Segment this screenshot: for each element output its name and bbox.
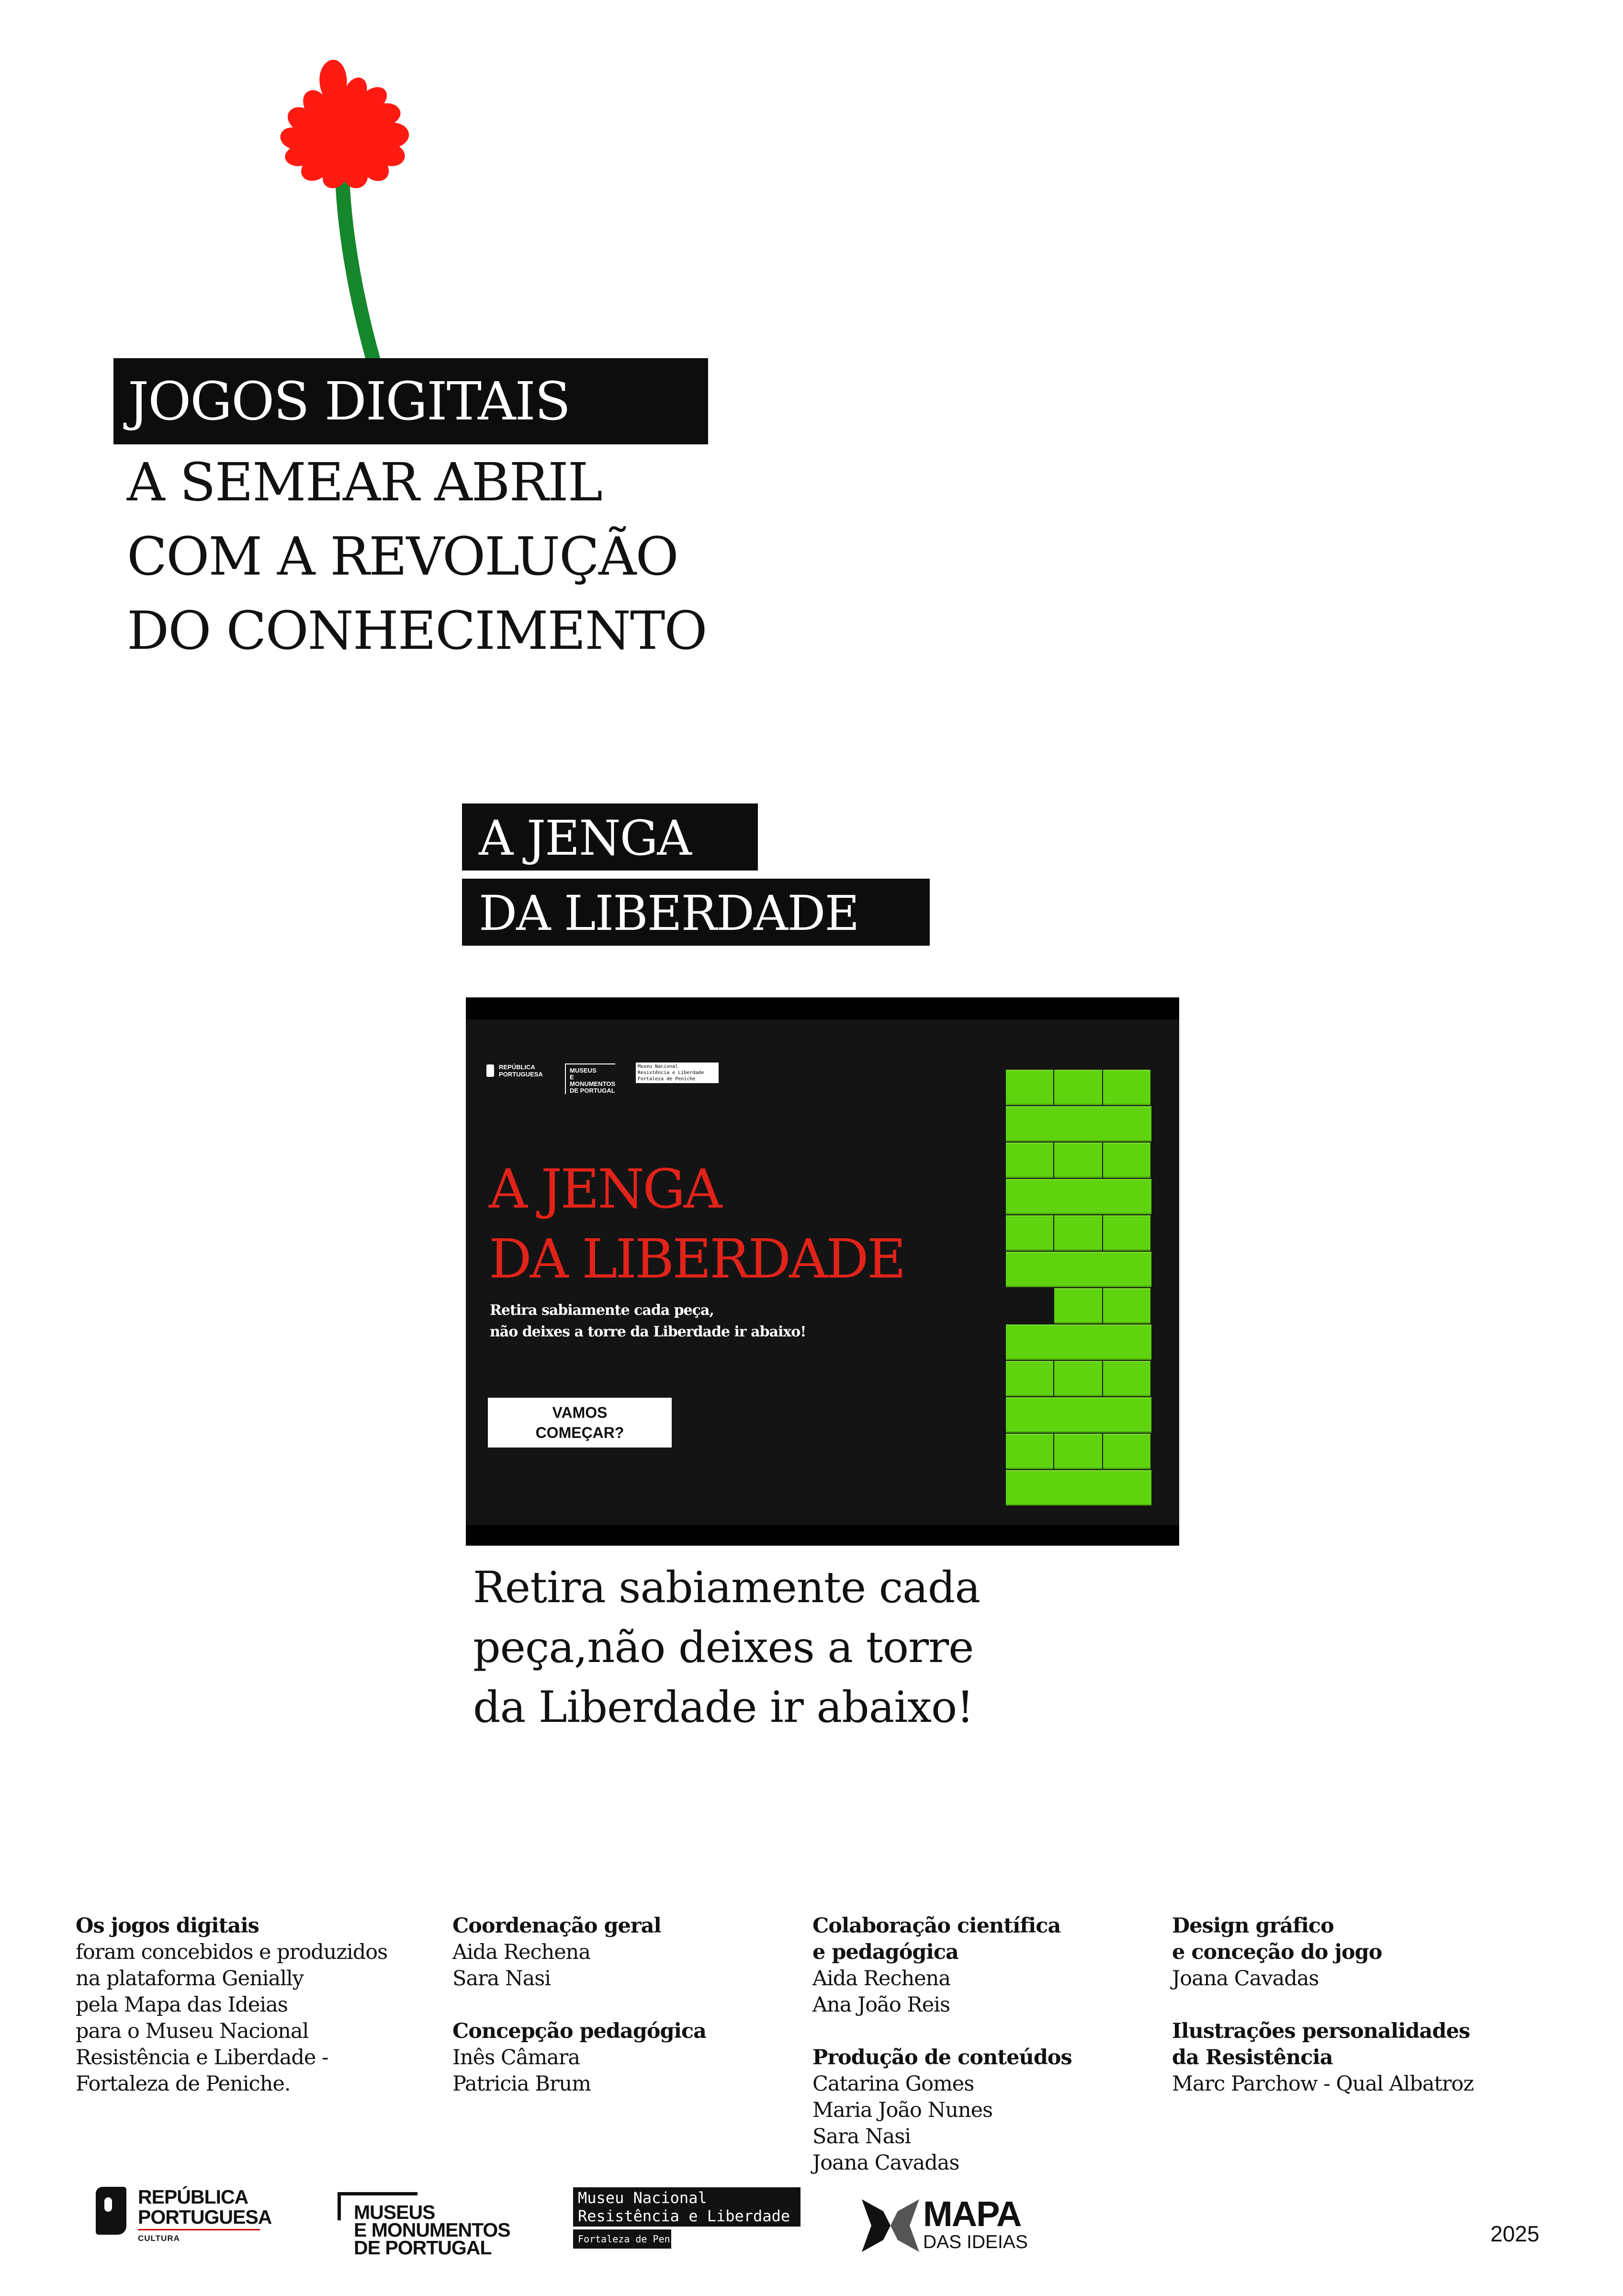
start-game-button[interactable] — [488, 1398, 672, 1448]
credits-line: Joana Cavadas — [812, 2151, 959, 2175]
start-button-label: COMEÇAR? — [535, 1424, 624, 1441]
jenga-brick[interactable] — [1103, 1288, 1150, 1323]
header-tag — [113, 358, 708, 444]
credits-column — [1172, 1913, 1474, 2097]
credits-line: Maria João Nunes — [812, 2098, 993, 2122]
logo-text: Resistência e Liberdade — [578, 2207, 790, 2225]
credits-line: Catarina Gomes — [812, 2072, 974, 2096]
credits-heading: Os jogos digitais — [76, 1914, 259, 1938]
jenga-brick[interactable] — [1054, 1142, 1102, 1178]
jenga-brick[interactable] — [1054, 1361, 1102, 1396]
game-screen-title — [489, 1154, 904, 1294]
game-title-tag-line: DA LIBERDADE — [479, 885, 859, 941]
logo-text: E MONUMENTOS — [570, 1074, 616, 1087]
game-screen — [466, 1019, 1179, 1525]
caption-line: peça,não deixes a torre — [473, 1622, 974, 1673]
logo-text: REPÚBLICA — [499, 1063, 535, 1071]
republica-logo-text — [138, 2187, 271, 2227]
credits-heading: Colaboração científica — [812, 1914, 1061, 1938]
logo-text: PORTUGUESA — [138, 2206, 272, 2228]
jenga-brick[interactable] — [1006, 1397, 1151, 1433]
jenga-brick[interactable] — [1006, 1324, 1151, 1360]
credits-line: Joana Cavadas — [1172, 1967, 1319, 1991]
credits-line: Resistência e Liberdade - — [76, 2046, 328, 2070]
jenga-brick[interactable] — [1006, 1215, 1053, 1251]
jenga-brick[interactable] — [1006, 1106, 1151, 1142]
logo-text: Museu Nacional — [638, 1064, 678, 1069]
credits-column — [452, 1913, 706, 2097]
jenga-brick[interactable] — [1103, 1142, 1150, 1178]
credits-heading: Produção de conteúdos — [812, 2046, 1072, 2070]
museu-nacional-logo-sub: Fortaleza de Peniche — [573, 2229, 671, 2249]
credits-heading: Ilustrações personalidades — [1172, 2019, 1470, 2043]
credits-line: Sara Nasi — [812, 2125, 911, 2149]
jenga-brick[interactable] — [1006, 1252, 1151, 1287]
logo-text: MUSEUS — [354, 2201, 435, 2223]
republica-logo-sub: CULTURA — [138, 2234, 180, 2243]
jenga-brick[interactable] — [1103, 1361, 1150, 1396]
jenga-brick[interactable] — [1054, 1070, 1102, 1105]
credits-line: Aida Rechena — [452, 1940, 591, 1964]
museu-nacional-logo-text — [573, 2187, 800, 2227]
logo-text: Resistência e Liberdade — [638, 1070, 704, 1075]
screen-logo-museus — [565, 1063, 615, 1094]
jenga-brick[interactable] — [1006, 1434, 1053, 1469]
game-title-tag-line: A JENGA — [479, 810, 691, 866]
credits-line: Sara Nasi — [452, 1967, 551, 1991]
caption-line: Retira sabiamente cada — [473, 1562, 981, 1613]
credits-line: para o Museu Nacional — [76, 2019, 309, 2043]
credits-line: na plataforma Genially — [76, 1967, 304, 1991]
jenga-brick[interactable] — [1054, 1215, 1102, 1251]
logo-text: E MONUMENTOS — [354, 2219, 510, 2241]
credits-line: Patricia Brum — [452, 2072, 591, 2096]
game-title-tag — [462, 879, 930, 946]
game-caption — [473, 1558, 980, 1737]
year: 2025 — [1490, 2221, 1540, 2246]
mapa-das-ideias-logo — [862, 2194, 1053, 2257]
museu-nacional-logo — [573, 2187, 800, 2250]
logo-text: MUSEUS — [570, 1067, 597, 1074]
credits-heading: e pedagógica — [812, 1940, 958, 1964]
credits-line: foram concebidos e produzidos — [76, 1940, 388, 1964]
screen-logo-museu-nacional — [636, 1063, 719, 1083]
credits-line: Aida Rechena — [812, 1967, 951, 1991]
logo-text: Fortaleza de Peniche — [638, 1076, 696, 1082]
republica-symbol-icon — [96, 2187, 126, 2235]
jenga-brick[interactable] — [1006, 1361, 1053, 1396]
game-screen-subtitle-line: Retira sabiamente cada peça, — [490, 1302, 714, 1319]
credits-line: pela Mapa das Ideias — [76, 1993, 288, 2017]
credits-line: Inês Câmara — [452, 2046, 580, 2070]
credits-heading: Coordenação geral — [452, 1914, 661, 1938]
start-button-label: VAMOS — [552, 1404, 608, 1421]
credits-column — [812, 1913, 1072, 2176]
credits-line: Fortaleza de Peniche. — [76, 2072, 291, 2096]
jenga-brick[interactable] — [1006, 1142, 1053, 1178]
jenga-brick[interactable] — [1103, 1070, 1150, 1105]
credits-heading: da Resistência — [1172, 2046, 1333, 2070]
game-screen-title-line: A JENGA — [489, 1158, 721, 1221]
museus-monumentos-logo — [338, 2192, 539, 2259]
game-screen-subtitle — [490, 1300, 806, 1343]
game-screenshot — [466, 997, 1179, 1546]
logo-text: PORTUGUESA — [499, 1071, 543, 1078]
credits-column — [76, 1913, 387, 2097]
credits-line: Marc Parchow - Qual Albatroz — [1172, 2072, 1474, 2096]
jenga-brick[interactable] — [1006, 1179, 1151, 1214]
jenga-brick[interactable] — [1006, 1070, 1053, 1105]
game-title-tag — [462, 803, 758, 871]
game-screen-title-line: DA LIBERDADE — [489, 1228, 904, 1290]
logo-text: REPÚBLICA — [138, 2186, 248, 2208]
logo-text: DE PORTUGAL — [354, 2237, 492, 2259]
logo-text: Museu Nacional — [578, 2189, 707, 2207]
museus-logo-text — [354, 2201, 510, 2259]
mapa-logo-text: MAPA — [923, 2194, 1021, 2234]
mapa-x-icon — [862, 2199, 919, 2257]
subtitle-line: COM A REVOLUÇÃO — [127, 526, 678, 587]
jenga-brick[interactable] — [1103, 1215, 1150, 1251]
jenga-brick[interactable] — [1103, 1434, 1150, 1469]
credits-heading: Concepção pedagógica — [452, 2019, 707, 2043]
mapa-logo-sub: DAS IDEIAS — [923, 2232, 1028, 2252]
game-screen-subtitle-line: não deixes a torre da Liberdade ir abaixo! — [490, 1323, 806, 1340]
subtitle-line: DO CONHECIMENTO — [127, 600, 707, 661]
header-tag-text: JOGOS DIGITAIS — [128, 371, 570, 432]
header-subtitle — [127, 445, 707, 668]
jenga-brick[interactable] — [1006, 1470, 1151, 1505]
subtitle-line: A SEMEAR ABRIL — [127, 452, 602, 513]
credits-heading: Design gráfico — [1172, 1914, 1334, 1938]
caption-line: da Liberdade ir abaixo! — [473, 1682, 974, 1732]
republica-portuguesa-logo — [91, 2181, 273, 2243]
logo-text: DE PORTUGAL — [570, 1087, 615, 1094]
screen-logo-republica — [487, 1063, 543, 1078]
credits-heading: e conceção do jogo — [1172, 1940, 1382, 1964]
jenga-brick[interactable] — [1054, 1288, 1102, 1323]
carnation-flower-illustration — [249, 57, 469, 364]
credits-line: Ana João Reis — [812, 1993, 950, 2017]
jenga-brick[interactable] — [1054, 1434, 1102, 1469]
